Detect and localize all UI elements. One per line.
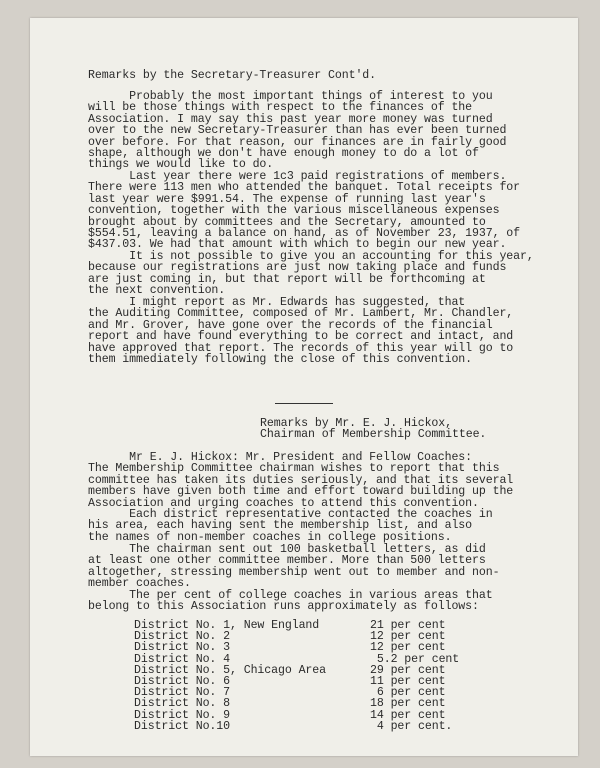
district-label: District No. 7 xyxy=(134,686,231,700)
text-line: I might report as Mr. Edwards has suggested, that xyxy=(88,296,466,309)
text-line: members have given both time and effort toward building up the xyxy=(88,485,514,499)
paragraph-hickox-intro xyxy=(88,452,513,509)
district-label: District No. 1, New England xyxy=(134,619,320,632)
paragraph-finances xyxy=(88,91,506,171)
paragraph-accounting xyxy=(88,251,534,297)
text-line: The chairman sent out 100 basketball letters, as did xyxy=(88,543,486,556)
district-percent: 12 per cent xyxy=(370,641,446,655)
district-percent: 12 per cent xyxy=(370,630,446,644)
district-percent: 4 per cent. xyxy=(370,719,453,733)
district-percent: 14 per cent xyxy=(370,708,446,722)
district-percent: 18 per cent xyxy=(370,697,446,711)
text-line: convention, together with the various miscellaneous expenses xyxy=(88,204,500,218)
section-divider xyxy=(275,403,333,404)
text-line: shape, although we don't have enough money to do a lot of xyxy=(88,147,479,161)
district-percent: 29 per cent xyxy=(370,663,446,677)
text-line: report and have found everything to be correct and intact, and xyxy=(88,330,514,344)
page-heading: Remarks by the Secretary-Treasurer Cont'd. xyxy=(88,69,377,82)
district-label: District No. 5, Chicago Area xyxy=(134,663,327,677)
text-line: his area, each having sent the membership list, and also xyxy=(88,519,473,533)
document-page xyxy=(30,18,578,756)
district-percent: 6 per cent xyxy=(370,686,446,700)
paragraph-auditing xyxy=(88,297,513,365)
text-line: Last year there were 1c3 paid registrations of members. xyxy=(88,170,507,183)
text-line: altogether, stressing membership went out to member and non- xyxy=(88,565,500,579)
district-label: District No. 6 xyxy=(134,675,231,688)
text-line: brought about by committees and the Secretary, amounted to xyxy=(88,215,486,229)
paragraph-district-reps xyxy=(88,509,493,543)
district-label: District No. 2 xyxy=(134,630,231,644)
text-line: The per cent of college coaches in various areas that xyxy=(88,589,493,602)
text-line: Association. I may say this past year more money was turned xyxy=(88,112,493,126)
text-line: have approved that report. The records of this year will go to xyxy=(88,341,514,355)
text-line: things we would like to do. xyxy=(88,158,274,172)
text-line: Each district representative contacted the coaches in xyxy=(88,508,493,521)
paragraph-letters xyxy=(88,544,499,590)
text-line: the Auditing Committee, composed of Mr. Lambert, Mr. Chandler, xyxy=(88,307,514,321)
district-percent: 21 per cent xyxy=(370,619,446,632)
paragraph-registrations xyxy=(88,171,520,251)
text-line: There were 113 men who attended the banquet. Total receipts for xyxy=(88,181,521,195)
text-line: committee has taken its duties seriously, and that its several xyxy=(88,473,514,487)
text-line: at least one other committee member. More than 500 letters xyxy=(88,554,486,568)
text-line: $554.51, leaving a balance on hand, as of November 23, 1937, of xyxy=(88,227,521,241)
text-line: the names of non-member coaches in college positions. xyxy=(88,530,452,544)
text-line: It is not possible to give you an accounting for this year, xyxy=(88,250,534,263)
district-label: District No. 8 xyxy=(134,697,231,711)
text-line: belong to this Association runs approximately as follows: xyxy=(88,600,479,614)
district-label: District No. 3 xyxy=(134,641,231,655)
text-line: because our registrations are just now taking place and funds xyxy=(88,261,507,275)
text-line: last year were $991.54. The expense of running last year's xyxy=(88,192,486,206)
district-percent: 5.2 per cent xyxy=(370,652,460,666)
text-line: will be those things with respect to the finances of the xyxy=(88,101,473,115)
district-label: District No.10 xyxy=(134,719,231,733)
text-line: them immediately following the close of this convention. xyxy=(88,353,473,367)
text-line: are just coming in, but that report will be forthcoming at xyxy=(88,272,486,286)
membership-heading xyxy=(260,418,486,441)
district-percent: 11 per cent xyxy=(370,675,446,688)
district-label: District No. 4 xyxy=(134,652,231,666)
text-line: and Mr. Grover, have gone over the records of the financial xyxy=(88,318,493,332)
paragraph-percent-intro xyxy=(88,590,493,613)
text-line: the next convention. xyxy=(88,284,226,298)
text-line: Chairman of Membership Committee. xyxy=(260,428,487,442)
text-line: Mr E. J. Hickox: Mr. President and Fellow Coaches: xyxy=(88,451,473,464)
text-line: Probably the most important things of interest to you xyxy=(88,90,493,103)
text-line: Remarks by Mr. E. J. Hickox, xyxy=(260,417,453,430)
text-line: Association and urging coaches to attend this convention. xyxy=(88,496,479,510)
district-label: District No. 9 xyxy=(134,708,231,722)
text-line: over before. For that reason, our finances are in fairly good xyxy=(88,135,507,149)
text-line: member coaches. xyxy=(88,577,191,591)
text-line: over to the new Secretary-Treasurer than has ever been turned xyxy=(88,124,507,138)
text-line: $437.03. We had that amount with which to begin our new year. xyxy=(88,238,507,252)
text-line: The Membership Committee chairman wishes to report that this xyxy=(88,462,500,476)
